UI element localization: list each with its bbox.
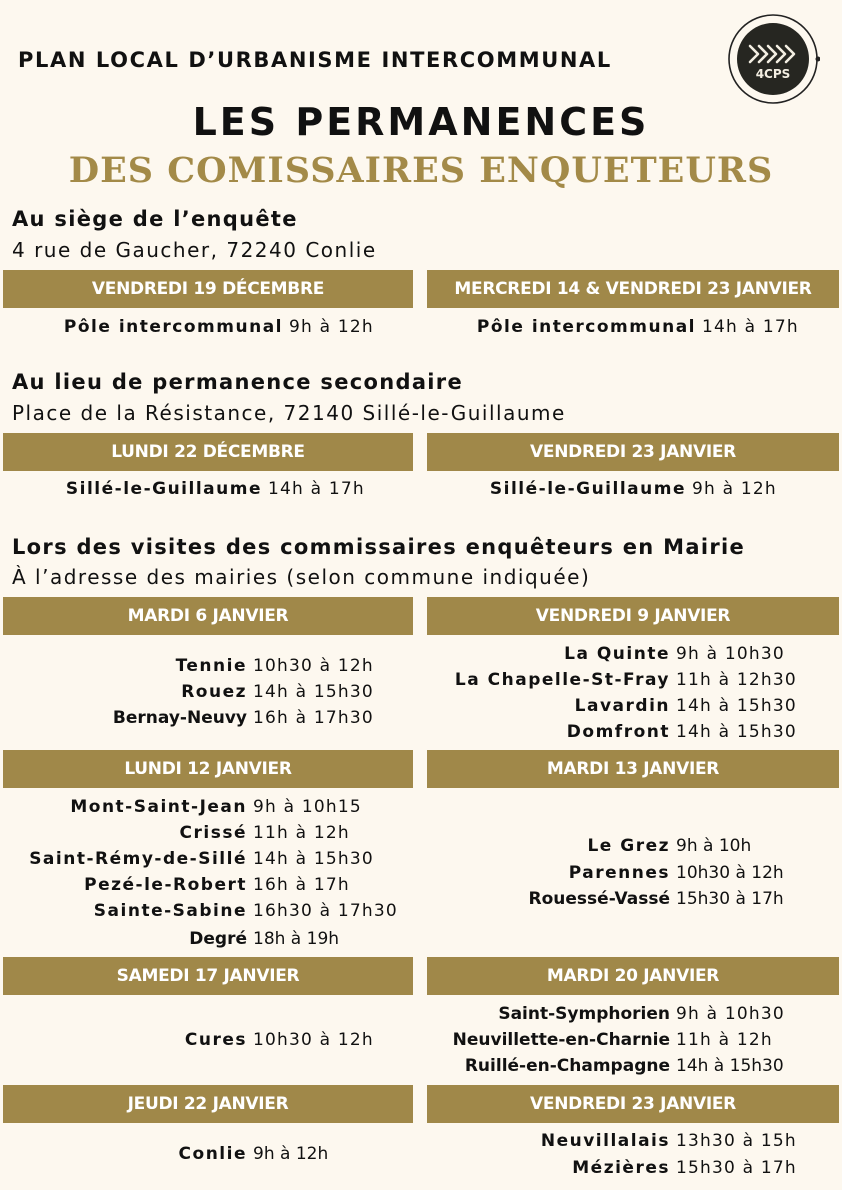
section2-title: Au lieu de permanence secondaire <box>12 370 463 394</box>
schedule-entry <box>420 693 797 719</box>
entry-time: 13h30 à 15h <box>676 1131 797 1151</box>
entry-time: 11h à 12h <box>676 1030 773 1050</box>
entry-time: 14h à 15h30 <box>676 696 797 716</box>
entry-place: Tennie <box>175 656 247 676</box>
schedule-entry <box>420 314 799 340</box>
schedule-entry <box>420 476 777 502</box>
schedule-entry <box>0 846 374 872</box>
schedule-entry <box>0 314 374 340</box>
entry-time: 9h à 12h <box>692 479 777 499</box>
entry-place: Cures <box>184 1030 247 1050</box>
schedule-entry <box>420 719 797 745</box>
entry-time: 14h à 15h30 <box>253 849 374 869</box>
entry-time: 14h à 15h30 <box>253 682 374 702</box>
entry-place: Le Grez <box>587 836 670 856</box>
entry-place: Neuvillalais <box>540 1131 670 1151</box>
logo-text: 4CPS <box>755 67 791 81</box>
mardi-6-janvier-band: MARDI 6 JANVIER <box>3 597 413 635</box>
entry-time: 9h à 12h <box>289 317 374 337</box>
entry-time: 15h30 à 17h <box>676 1158 797 1178</box>
entry-time: 10h30 à 12h <box>253 656 374 676</box>
schedule-entry <box>0 872 350 898</box>
section2-address: Place de la Résistance, 72140 Sillé-le-Guillaume <box>12 401 566 425</box>
entry-place: Rouessé-Vassé <box>528 889 670 909</box>
chevrons-logo-icon <box>726 12 820 106</box>
schedule-entry <box>0 1141 328 1167</box>
entry-place: Sainte-Sabine <box>93 901 247 921</box>
entry-place: Pôle intercommunal <box>476 317 696 337</box>
schedule-entry <box>0 926 339 952</box>
schedule-entry <box>420 1027 773 1053</box>
entry-place: Mont-Saint-Jean <box>70 797 247 817</box>
entry-time: 9h à 10h <box>676 836 752 856</box>
header-top-title: PLAN LOCAL D’URBANISME INTERCOMMUNAL <box>18 48 612 72</box>
entry-time: 16h à 17h30 <box>253 708 374 728</box>
schedule-entry <box>0 476 365 502</box>
schedule-entry <box>420 1053 784 1079</box>
jeudi-22-janvier-band: JEUDI 22 JANVIER <box>3 1085 413 1123</box>
schedule-entry <box>0 898 398 924</box>
entry-place: Mézières <box>572 1158 670 1178</box>
entry-place: Bernay-Neuvy <box>112 708 247 728</box>
entry-time: 15h30 à 17h <box>676 889 784 909</box>
section2-right-date-band: VENDREDI 23 JANVIER <box>427 433 839 471</box>
entry-time: 14h à 17h <box>702 317 799 337</box>
entry-time: 14h à 15h30 <box>676 722 797 742</box>
entry-place: Saint-Symphorien <box>498 1004 670 1024</box>
entry-time: 9h à 10h30 <box>676 644 785 664</box>
entry-place: Neuvillette-en-Charnie <box>452 1030 670 1050</box>
entry-place: La Chapelle-St-Fray <box>454 670 670 690</box>
schedule-entry <box>0 1027 374 1053</box>
entry-place: Domfront <box>566 722 670 742</box>
section1-right-date-band: MERCREDI 14 & VENDREDI 23 JANVIER <box>427 270 839 308</box>
entry-time: 14h à 17h <box>268 479 365 499</box>
entry-time: 11h à 12h30 <box>676 670 797 690</box>
entry-place: Conlie <box>178 1144 247 1164</box>
section3-title: Lors des visites des commissaires enquêteurs en Mairie <box>12 535 746 559</box>
schedule-entry <box>420 667 797 693</box>
entry-place: Parennes <box>568 863 670 883</box>
schedule-entry <box>0 820 350 846</box>
entry-place: Sillé-le-Guillaume <box>65 479 262 499</box>
main-title: LES PERMANENCES <box>192 100 650 144</box>
logo <box>726 12 820 106</box>
entry-time: 9h à 10h30 <box>676 1004 785 1024</box>
entry-time: 11h à 12h <box>253 823 350 843</box>
entry-time: 10h30 à 12h <box>253 1030 374 1050</box>
entry-time: 9h à 12h <box>253 1144 329 1164</box>
schedule-entry <box>420 886 784 912</box>
entry-time: 14h à 15h30 <box>676 1056 784 1076</box>
schedule-entry <box>420 1155 797 1181</box>
main-subtitle: DES COMISSAIRES ENQUETEURS <box>68 150 774 191</box>
schedule-entry <box>0 794 362 820</box>
entry-place: Lavardin <box>574 696 670 716</box>
entry-place: Ruillé-en-Champagne <box>464 1056 670 1076</box>
schedule-entry <box>0 653 374 679</box>
lundi-12-janvier-band: LUNDI 12 JANVIER <box>3 750 413 788</box>
schedule-entry <box>0 679 374 705</box>
schedule-entry <box>0 705 374 731</box>
entry-time: 16h30 à 17h30 <box>253 901 398 921</box>
entry-place: Degré <box>189 929 247 949</box>
entry-place: Crissé <box>179 823 247 843</box>
section3-subtitle: À l’adresse des mairies (selon commune indiquée) <box>12 565 591 589</box>
schedule-entry <box>420 1001 785 1027</box>
entry-place: La Quinte <box>564 644 670 664</box>
mardi-20-janvier-band: MARDI 20 JANVIER <box>427 957 839 995</box>
entry-time: 16h à 17h <box>253 875 350 895</box>
entry-time: 18h à 19h <box>253 929 340 949</box>
mardi-13-janvier-band: MARDI 13 JANVIER <box>427 750 839 788</box>
entry-place: Sillé-le-Guillaume <box>489 479 686 499</box>
schedule-entry <box>420 833 751 859</box>
schedule-entry <box>420 1128 797 1154</box>
entry-place: Pezé-le-Robert <box>84 875 247 895</box>
entry-time: 10h30 à 12h <box>676 863 784 883</box>
vendredi-9-janvier-band: VENDREDI 9 JANVIER <box>427 597 839 635</box>
vendredi-23-janvier-band: VENDREDI 23 JANVIER <box>427 1085 839 1123</box>
section1-address: 4 rue de Gaucher, 72240 Conlie <box>12 238 377 262</box>
entry-place: Pôle intercommunal <box>63 317 283 337</box>
entry-place: Rouez <box>181 682 247 702</box>
entry-place: Saint-Rémy-de-Sillé <box>29 849 247 869</box>
schedule-entry <box>420 641 785 667</box>
section1-left-date-band: VENDREDI 19 DÉCEMBRE <box>3 270 413 308</box>
section1-title: Au siège de l’enquête <box>12 207 298 231</box>
schedule-entry <box>420 860 784 886</box>
samedi-17-janvier-band: SAMEDI 17 JANVIER <box>3 957 413 995</box>
section2-left-date-band: LUNDI 22 DÉCEMBRE <box>3 433 413 471</box>
entry-time: 9h à 10h15 <box>253 797 362 817</box>
